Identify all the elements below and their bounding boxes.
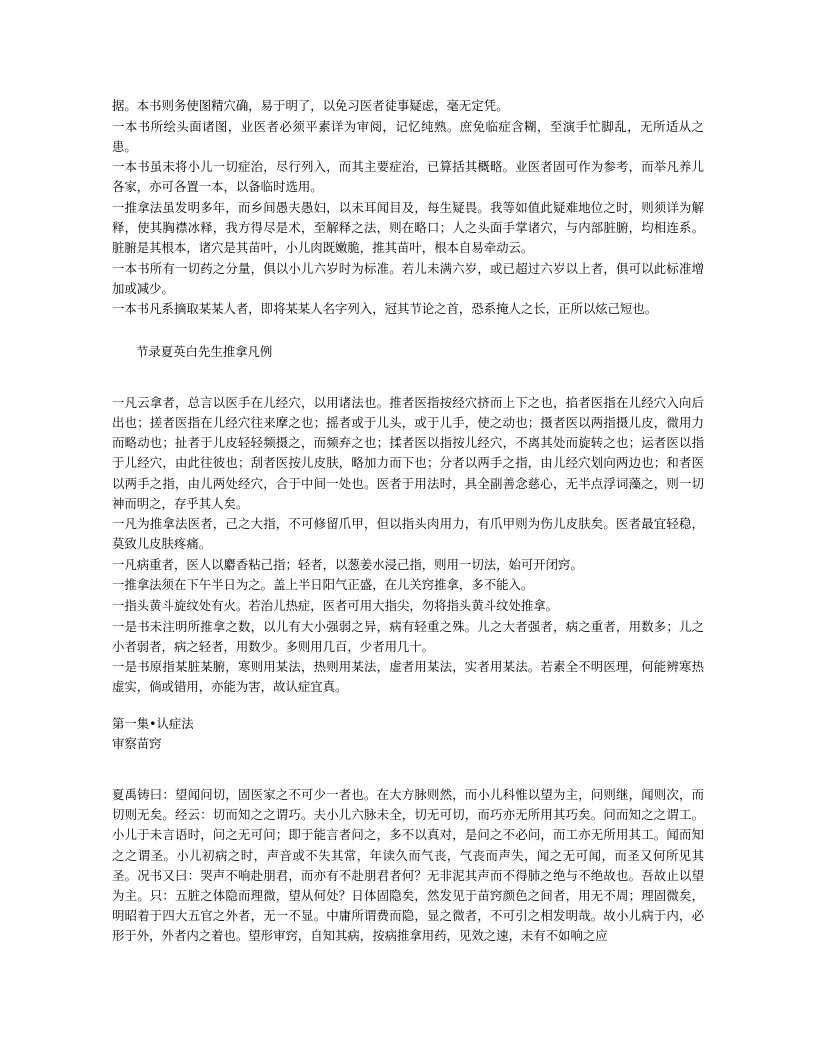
section-spacer xyxy=(112,698,704,714)
section-spacer xyxy=(112,384,704,393)
section-title-renzhengfa: 第一集•认症法 xyxy=(112,716,194,732)
section-subtitle-shenchamiaoqiao: 审察苗窍 xyxy=(112,736,162,752)
section-spacer xyxy=(112,362,704,384)
rule-paragraph: 一是书原指某脏某腑，寒则用某法，热则用某法，虚者用某法，实者用某法。若素全不明医理，何能辨寒热虚实，倘或错用，亦能为害，故认症宜真。 xyxy=(112,659,704,695)
intro-paragraph: 据。本书则务使图精穴确，易于明了，以免习医者徒事疑虑，毫无定凭。 xyxy=(112,98,509,113)
intro-paragraph: 一本书凡系摘取某某人者，即将某某人名字列入，冠其节论之首，恐系掩人之长，正所以炫己短也。 xyxy=(112,301,658,317)
intro-paragraph: 一本书所绘头面诸图，业医者必须平素详为审阅，记忆纯熟。庶免临症含糊，至演手忙脚乱，无所适从之患。 xyxy=(112,118,704,154)
intro-paragraph: 一本书所有一切药之分量，俱以小儿六岁时为标准。若儿未满六岁，或已超过六岁以上者，俱可以此标准增加或减少。 xyxy=(112,260,704,296)
section-heading-fanli: 节录夏英白先生推拿凡例 xyxy=(136,344,273,360)
intro-paragraph: 一本书虽未将小儿一切症治，尽行列入，而其主要症治，已算括其概略。业医者固可作为参考，而举凡养儿各家，亦可各置一本，以备临时选用。 xyxy=(112,159,704,195)
intro-paragraph: 一推拿法虽发明多年，而乡间愚夫愚妇，以未耳闻目及，每生疑畏。我等如值此疑难地位之时，则须详为解释，使其胸襟冰释，我方得尽是术，至解释之法，则在略口；人之头面手掌诸穴，与内部脏腑，均相连系。脏腑是其根本，诸穴是其苗叶，小儿肉既嫩脆，推其苗叶，根本自易牵动云。 xyxy=(112,199,704,256)
rule-paragraph: 一是书未注明所推拿之数，以儿有大小强弱之异，病有轻重之殊。儿之大者强者，病之重者，用数多；儿之小者弱者，病之轻者，用数少。多则用几百，少者用几十。 xyxy=(112,618,704,654)
rule-paragraph: 一凡病重者，医人以麝香粘己指；轻者，以葱姜水浸己指，则用一切法，始可开闭窍。 xyxy=(112,556,583,572)
rule-paragraph: 一凡云拿者，总言以医手在儿经穴，以用诸法也。推者医指按经穴挤而上下之也，掐者医指在儿经穴入向后出也；搓者医指在儿经穴往来摩之也；摇者或于儿头，或于儿手，使之动也；摄者医以两指摄儿皮，微用力而略动也；扯者于儿皮轻轻频摄之，而频弃之也；揉者医以指按儿经穴，不离其处而旋转之也；运者医以指于儿经穴，由此往彼也；刮者医按儿皮肤，略加力而下也；分者以两手之指，由儿经穴划向两边也；和者医以两手之指，由儿两处经穴，合于中间一处也。医者于用法时，具全副善念慈心，无半点浮词藻之，则一切神而明之，存乎其人矣。 xyxy=(112,395,704,511)
section-spacer xyxy=(112,776,704,785)
rule-paragraph: 一指头黄斗旋纹处有火。若治儿热症，医者可用大指尖，勿将指头黄斗纹处推拿。 xyxy=(112,598,559,614)
section-spacer xyxy=(112,320,704,342)
document-body xyxy=(112,96,704,946)
rule-paragraph: 一凡为推拿法医者，己之大指，不可修留爪甲，但以指头肉用力，有爪甲则为伤儿皮肤矣。医者最宜轻稳，莫致儿皮肤疼痛。 xyxy=(112,516,704,552)
section-spacer xyxy=(112,754,704,776)
main-paragraph: 夏禹铸曰：望闻问切，固医家之不可少一者也。在大方脉则然，而小儿科惟以望为主，问则继，闻则次，而切则无矣。经云：切而知之之谓巧。夫小儿六脉未全，切无可切，而巧亦无所用其巧矣。问而知之之谓工。小儿于未言语时，问之无可问；即于能言者问之，多不以真对，是问之不必问，而工亦无所用其工。闻而知之之谓圣。小儿初病之时，声音或不失其常，年读久而气丧，气丧而声失，闻之无可闻，而圣又何所见其圣。况书又曰：哭声不响赴朋君，而亦有不赴朋君者何？无非泥其声而不得肺之绝与不绝故也。吾故止以望为主。只：五脏之体隐而理微，望从何处？日体固隐矣，然发见于苗窍颜色之间者，用无不周；理固微矣，明昭着于四大五官之外者，无一不显。中庸所谓费而隐，显之微者，不可引之相发明哉。故小儿病于内，必形于外，外者内之着也。望形审窍，自知其病，按病推拿用药，见效之速，未有不如响之应 xyxy=(112,787,704,943)
rule-paragraph: 一推拿法须在下午半日为之。盖上半日阳气正盛，在儿关窍推拿，多不能入。 xyxy=(112,577,534,593)
